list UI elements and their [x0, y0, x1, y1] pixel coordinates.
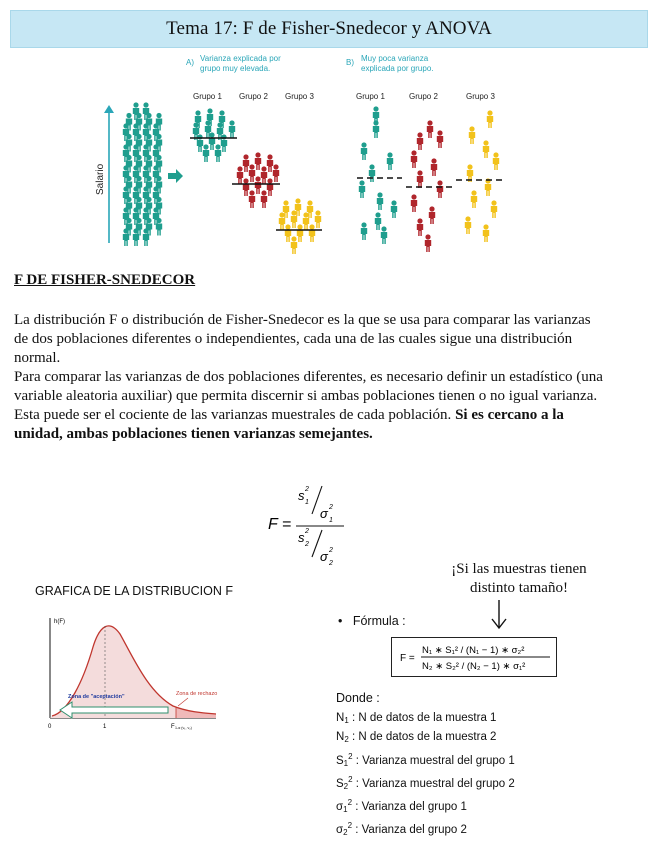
person-icon [143, 228, 149, 246]
formula-s1: s [298, 488, 305, 503]
definition-superscript: 2 [348, 751, 353, 761]
unequal-samples-formula [392, 638, 556, 676]
definition-superscript: 2 [347, 798, 353, 808]
bullet-glyph: • [338, 614, 343, 628]
graph-tick-f-sub: 1-α (ν₁, ν₂) [175, 726, 192, 730]
definition-symbol: σ [336, 824, 344, 837]
formula-s2-idx: 2 [305, 541, 309, 548]
group-label-b3: Grupo 3 [466, 92, 495, 101]
panel-b-caption-1: Muy poca varianza [361, 54, 429, 63]
graph-tick-f: F [171, 724, 175, 730]
f-distribution-graph [38, 612, 220, 734]
formula-sigma1: σ [320, 506, 328, 521]
person-icon [267, 154, 273, 172]
definition-text: : Varianza muestral del grupo 1 [355, 754, 515, 767]
graph-y-label: h(F) [54, 619, 65, 625]
formula-s1-pow: 2 [305, 486, 309, 493]
definition-text: : Varianza del grupo 2 [355, 824, 467, 837]
person-icon [243, 178, 249, 196]
formula-sigma1-idx: 1 [329, 517, 333, 524]
person-icon [359, 180, 365, 198]
graph-tick-0: 0 [48, 724, 52, 730]
person-icon [491, 200, 497, 218]
panel-b-caption-2: explicada por grupo. [361, 64, 434, 73]
definition-symbol: N [336, 712, 345, 724]
definition-item [336, 818, 515, 841]
person-icon [156, 218, 162, 236]
sample-size-note [434, 560, 604, 598]
person-icon [417, 218, 423, 236]
person-icon [209, 132, 215, 150]
panel-a-caption-1: Varianza explicada por [200, 54, 281, 63]
person-icon [267, 178, 273, 196]
person-icon [485, 178, 491, 196]
person-icon [411, 150, 417, 168]
variance-illustration [0, 50, 656, 265]
graph-reject-pointer [178, 698, 188, 706]
person-icon [369, 164, 375, 182]
box-f-eq: F = [400, 653, 415, 664]
definition-symbol: S [336, 754, 344, 767]
salary-axis-label: Salario [95, 163, 106, 195]
note-down-arrow [488, 600, 510, 630]
person-icon [123, 228, 129, 246]
transition-arrow [168, 169, 183, 183]
paragraph-ratio-text: Esta puede ser el cociente de las varianzas muestrales de cada población. [14, 407, 452, 423]
person-icon [483, 224, 489, 242]
formula-bullet-item [338, 614, 406, 628]
box-numerator: N₁ ∗ S₁² / (N₁ − 1) ∗ σ₂² [422, 645, 525, 656]
formula-label: Fórmula : [352, 614, 406, 628]
person-icon [493, 152, 499, 170]
person-icon [237, 166, 243, 184]
note-line-2: distinto tamaño! [470, 580, 568, 596]
definition-item [336, 795, 515, 818]
box-denominator: N₂ ∗ S₂² / (N₂ − 1) ∗ σ₁² [422, 661, 526, 672]
definition-symbol: N [336, 731, 345, 744]
definition-symbol: S [336, 777, 344, 790]
person-icon [315, 210, 321, 228]
person-icon [229, 120, 235, 138]
person-icon [297, 224, 303, 242]
group-a3-people [279, 198, 321, 254]
section-body [14, 311, 604, 444]
definition-text: : Varianza del grupo 1 [355, 801, 467, 814]
definition-text: : Varianza muestral del grupo 2 [355, 777, 515, 790]
paragraph-definition: La distribución F o distribución de Fisher-Snedecor es la que se usa para comparar las varianzas de dos poblaciones diferentes o independientes, cada una de las cuales sigue una distribución normal. [14, 312, 591, 366]
graph-density-fill [50, 626, 216, 718]
person-icon [417, 170, 423, 188]
person-icon [437, 130, 443, 148]
person-icon [375, 212, 381, 230]
graph-accept-label: Zona de "aceptación" [68, 694, 125, 700]
person-icon [261, 190, 267, 208]
definition-superscript: 2 [348, 774, 353, 784]
definitions-title: Donde : [336, 691, 380, 705]
person-icon [243, 154, 249, 172]
definition-subscript: 2 [343, 828, 348, 838]
person-icon [133, 228, 139, 246]
page-title: Tema 17: F de Fisher-Snedecor y ANOVA [166, 18, 492, 39]
person-icon [255, 152, 261, 170]
person-icon [469, 126, 475, 144]
group-label-a1: Grupo 1 [193, 92, 222, 101]
person-icon [417, 132, 423, 150]
formula-sigma2: σ [320, 549, 328, 564]
formula-lhs: F = [268, 516, 292, 533]
person-icon [285, 224, 291, 242]
group-b3-people [465, 110, 499, 242]
title-banner [10, 10, 648, 48]
graph-title: GRAFICA DE LA DISTRIBUCION F [35, 584, 233, 598]
person-icon [437, 180, 443, 198]
definitions-list [336, 710, 515, 842]
person-icon [373, 120, 379, 138]
definition-subscript: 2 [344, 735, 349, 745]
panel-a-caption-2: grupo muy elevada. [200, 64, 271, 73]
paragraph-ratio-emphasis: Si es cercano a la unidad, ambas poblaciones tienen varianzas semejantes. [14, 407, 564, 442]
person-icon [291, 236, 297, 254]
section-heading: F DE FISHER-SNEDECOR [14, 272, 196, 288]
panel-a-label: A) [186, 58, 194, 67]
formula-s2-pow: 2 [305, 528, 309, 535]
group-label-b1: Grupo 1 [356, 92, 385, 101]
person-icon [203, 144, 209, 162]
panel-b-label: B) [346, 58, 354, 67]
definition-subscript: 1 [343, 758, 349, 768]
f-ratio-formula [262, 480, 382, 572]
person-icon [431, 158, 437, 176]
group-label-a2: Grupo 2 [239, 92, 268, 101]
definition-subscript: 1 [343, 805, 348, 815]
person-icon [249, 190, 255, 208]
note-line-1: ¡Si las muestras tienen [451, 561, 587, 577]
group-a2-people [237, 152, 279, 208]
graph-reject-label: Zona de rechazo [176, 691, 218, 697]
definition-item [336, 729, 515, 748]
person-icon [411, 194, 417, 212]
definition-subscript: 2 [343, 781, 349, 791]
person-icon [249, 164, 255, 182]
person-icon [261, 166, 267, 184]
formula-sigma2-pow: 2 [329, 547, 333, 554]
paragraph-statistic: Para comparar las varianzas de dos poblaciones diferentes, es necesario definir un estadístico (una variable aleatoria auxiliar) que permita discernir si ambas poblaciones tienen o no igual varianza. [14, 369, 603, 404]
person-icon [483, 140, 489, 158]
person-icon [381, 226, 387, 244]
person-icon [361, 222, 367, 240]
definition-item [336, 710, 515, 729]
person-icon [255, 176, 261, 194]
person-icon [425, 234, 431, 252]
unequal-samples-formula-box [391, 637, 557, 677]
person-icon [377, 192, 383, 210]
definition-text: : N de datos de la muestra 2 [351, 731, 497, 744]
person-icon [221, 134, 227, 152]
person-icon [387, 152, 393, 170]
person-icon [391, 200, 397, 218]
person-icon [487, 110, 493, 128]
person-icon [303, 212, 309, 230]
formula-sigma1-pow: 2 [329, 504, 333, 511]
formula-s2: s [298, 530, 305, 545]
definition-superscript: 2 [347, 821, 353, 831]
formula-sigma2-idx: 2 [329, 560, 333, 567]
person-icon [279, 212, 285, 230]
person-icon [361, 142, 367, 160]
group-b1-people [359, 106, 397, 244]
person-icon [427, 120, 433, 138]
formula-s1-idx: 1 [305, 499, 309, 506]
person-icon [465, 216, 471, 234]
graph-tick-1: 1 [103, 724, 107, 730]
person-icon [197, 134, 203, 152]
person-icon [471, 190, 477, 208]
person-icon [215, 144, 221, 162]
definition-symbol: σ [336, 801, 344, 814]
paragraph-ratio [14, 406, 604, 444]
person-icon [429, 206, 435, 224]
group-label-b2: Grupo 2 [409, 92, 438, 101]
all-people-cluster [123, 102, 162, 246]
salary-axis-arrowhead [104, 105, 114, 113]
group-label-a3: Grupo 3 [285, 92, 314, 101]
person-icon [309, 224, 315, 242]
definition-item [336, 749, 515, 772]
person-icon [291, 210, 297, 228]
person-icon [273, 164, 279, 182]
definition-text: : N de datos de la muestra 1 [351, 712, 497, 724]
group-a1-people [193, 108, 235, 162]
definition-subscript: 1 [344, 716, 349, 725]
definition-item [336, 772, 515, 795]
